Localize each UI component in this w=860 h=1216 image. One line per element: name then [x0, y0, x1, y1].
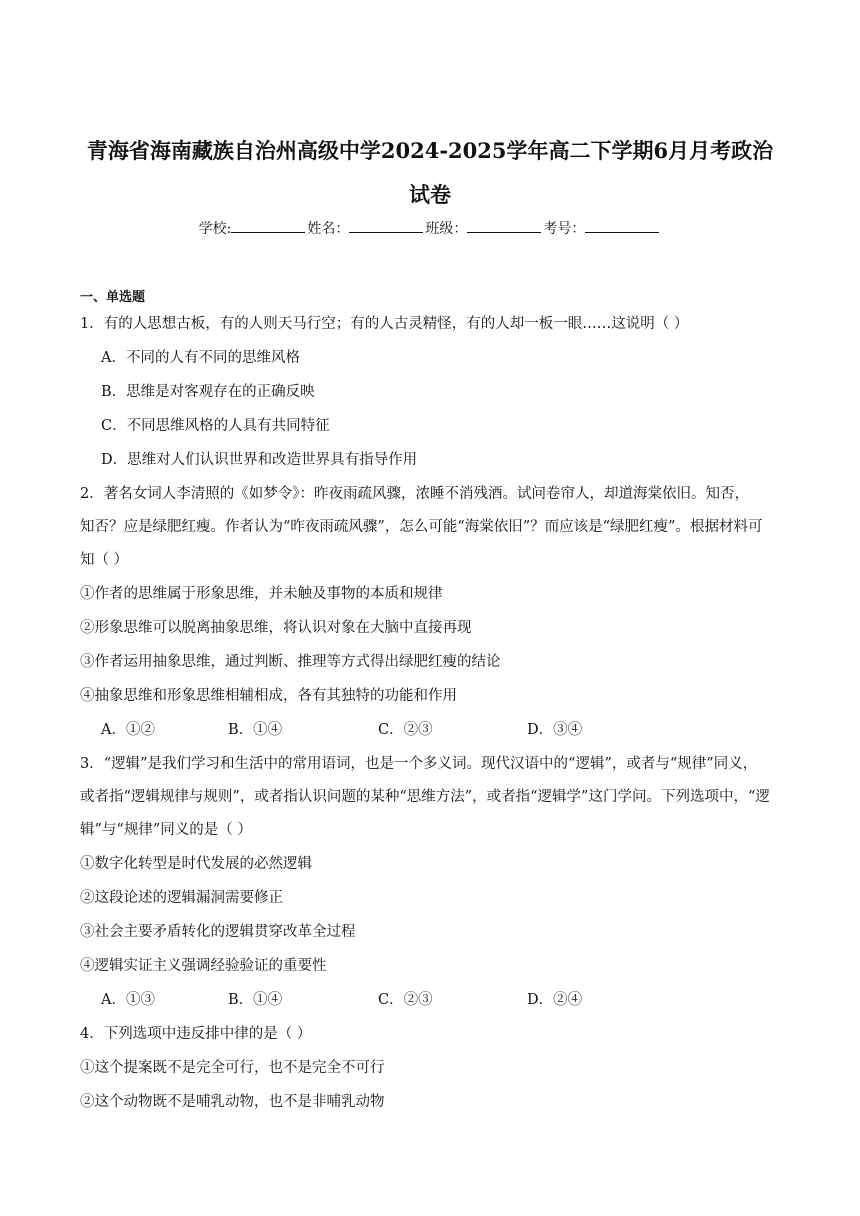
school-label: 学校:	[198, 221, 232, 237]
school-blank[interactable]	[231, 218, 305, 233]
q3-option-c: C．②③	[378, 992, 433, 1008]
q1-option-b: B．思维是对客观存在的正确反映	[101, 384, 315, 400]
class-label: 班级：	[425, 221, 468, 237]
student-info-row	[0, 218, 860, 239]
exam-number-label: 考号：	[543, 221, 586, 237]
q1-option-d: D．思维对人们认识世界和改造世界具有指导作用	[101, 452, 418, 468]
q3-option-a: A．①③	[101, 992, 155, 1008]
q2-stem-line2: 知否？应是绿肥红瘦。作者认为“昨夜雨疏风骤”，怎么可能“海棠依旧”？而应该是“绿肥红瘦”。根据材料可	[80, 519, 763, 535]
q3-option-b: B．①④	[228, 992, 283, 1008]
q3-stem-line3: 辑”与“规律”同义的是（ ）	[80, 822, 252, 838]
q3-stem-line1: 3．“逻辑”是我们学习和生活中的常用语词，也是一个多义词。现代汉语中的“逻辑”，或者与“规律”同义，	[80, 756, 758, 772]
exam-title-line2: 试卷	[409, 182, 451, 207]
q2-item-1: ①作者的思维属于形象思维，并未触及事物的本质和规律	[80, 586, 443, 602]
q3-stem-line2: 或者指“逻辑规律与规则”，或者指认识问题的某种“思维方法”，或者指“逻辑学”这门学问。下列选项中，“逻	[80, 789, 770, 805]
q4-stem: 4．下列选项中违反排中律的是（ ）	[80, 1026, 312, 1042]
q2-option-a: A．①②	[101, 722, 155, 738]
q4-item-2: ②这个动物既不是哺乳动物，也不是非哺乳动物	[80, 1094, 385, 1110]
q1-option-c: C．不同思维风格的人具有共同特征	[101, 418, 330, 434]
q2-option-b: B．①④	[228, 722, 283, 738]
q2-stem-line3: 知（ ）	[80, 552, 129, 568]
class-blank[interactable]	[467, 218, 541, 233]
section-title: 一、单选题	[80, 290, 146, 305]
q2-item-2: ②形象思维可以脱离抽象思维，将认识对象在大脑中直接再现	[80, 620, 472, 636]
name-blank[interactable]	[349, 218, 423, 233]
q4-item-1: ①这个提案既不是完全可行，也不是完全不可行	[80, 1060, 385, 1076]
q2-stem-line1: 2．著名女词人李清照的《如梦令》：昨夜雨疏风骤，浓睡不消残酒。试问卷帘人，却道海棠依旧。知否，	[80, 486, 749, 502]
q2-option-c: C．②③	[378, 722, 433, 738]
q3-item-4: ④逻辑实证主义强调经验验证的重要性	[80, 958, 327, 974]
q3-option-d: D．②④	[527, 992, 583, 1008]
name-label: 姓名：	[307, 221, 350, 237]
q2-item-4: ④抽象思维和形象思维相辅相成，各有其独特的功能和作用	[80, 688, 457, 704]
exam-title-line1: 青海省海南藏族自治州高级中学2024-2025学年高二下学期6月月考政治	[86, 138, 774, 163]
exam-number-blank[interactable]	[585, 218, 659, 233]
q2-option-d: D．③④	[527, 722, 583, 738]
q3-item-2: ②这段论述的逻辑漏洞需要修正	[80, 890, 283, 906]
q3-item-3: ③社会主要矛盾转化的逻辑贯穿改革全过程	[80, 924, 356, 940]
q1-option-a: A．不同的人有不同的思维风格	[101, 350, 300, 366]
q1-stem: 1．有的人思想古板，有的人则天马行空；有的人古灵精怪，有的人却一板一眼……这说明（ ）	[80, 316, 689, 332]
q3-item-1: ①数字化转型是时代发展的必然逻辑	[80, 856, 312, 872]
q2-item-3: ③作者运用抽象思维，通过判断、推理等方式得出绿肥红瘦的结论	[80, 654, 501, 670]
